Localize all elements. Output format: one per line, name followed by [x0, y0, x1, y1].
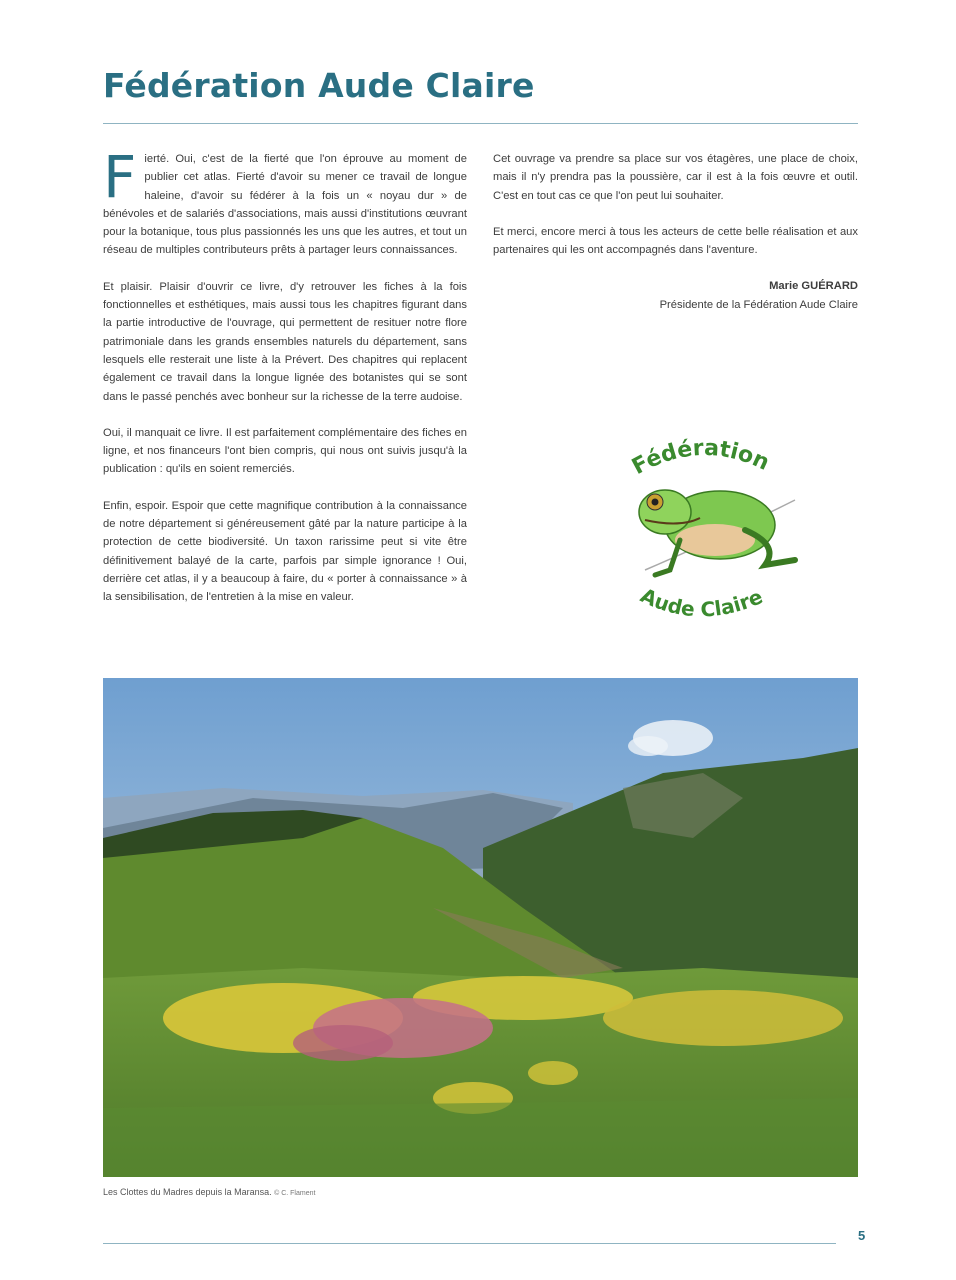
landscape-photo [103, 678, 858, 1177]
paragraph-pride: Fierté. Oui, c'est de la fierté que l'on éprouve au moment de publier cet atlas. Fierté d'avoir su mener ce travail de longue haleine, d'avoir su fédérer à la fois un « noyau dur » de bénévoles et de salariés d'associations, mais aussi d'institutions œuvrant pour la botanique, tous plus passionnés les uns que les autres, et tout un réseau de multiples contributeurs prêts à partager leurs connaissances. [103, 143, 467, 257]
federation-logo [625, 430, 805, 630]
signature-name: Marie GUÉRARD [769, 280, 858, 293]
right-column [493, 150, 858, 314]
title-divider [103, 123, 858, 124]
left-column [103, 143, 467, 625]
frog-icon [639, 490, 795, 575]
logo-bottom-text: Aude Claire [636, 583, 767, 622]
page-number: 5 [858, 1228, 866, 1243]
photo-caption: Les Clottes du Madres depuis la Maransa. © C. Flament [103, 1187, 316, 1197]
paragraph-thanks: Et merci, encore merci à tous les acteurs de cette belle réalisation et aux partenaires qui les ont accompagnés dans l'aventure. [493, 225, 858, 257]
paragraph-pleasure: Et plaisir. Plaisir d'ouvrir ce livre, d'y retrouver les fiches à la fois fonctionnelles et esthétiques, mais aussi tous les chapitres figurant dans la partie introductive de l'ouvrage, qui permettent de resituer notre flore patrimoniale dans les grands ensembles naturels du département, sans lesquels elle resterait une liste à la Prévert. Des chapitres qui replacent également ce travail dans la longue lignée des botanistes qui se sont dans le passé penchés avec bonheur sur la richesse de la terre audoise. [103, 280, 467, 403]
paragraph-hope: Enfin, espoir. Espoir que cette magnifique contribution à la connaissance de notre département si généreusement gâté par la nature participe à la protection de cette biodiversité. Un taxon rarissime peut si vite être définitivement balayé de la carte, parfois par simple ignorance ! Oui, derrière cet atlas, il y a beaucoup à faire, du « porter à connaissance » à la sensibilisation, de l'entretien à la mise en valeur. [103, 499, 467, 604]
drop-cap: F [103, 143, 137, 211]
paragraph-book: Oui, il manquait ce livre. Il est parfaitement complémentaire des fiches en ligne, et nos financeurs l'ont bien compris, qui nous ont suivis jusqu'à la publication : qu'ils en soient remerciés. [103, 426, 467, 476]
signature [493, 277, 858, 314]
signature-role: Présidente de la Fédération Aude Claire [659, 298, 858, 311]
page-title: Fédération Aude Claire [103, 66, 535, 105]
paragraph-shelf: Cet ouvrage va prendre sa place sur vos étagères, une place de choix, mais il n'y prendra pas la poussière, car il est à la fois œuvre et outil. C'est en tout cas ce que l'on peut lui souhaiter. [493, 153, 858, 202]
footer-divider [103, 1243, 836, 1244]
photo-credit: © C. Flament [274, 1190, 316, 1197]
logo-top-text: Fédération [628, 435, 774, 481]
